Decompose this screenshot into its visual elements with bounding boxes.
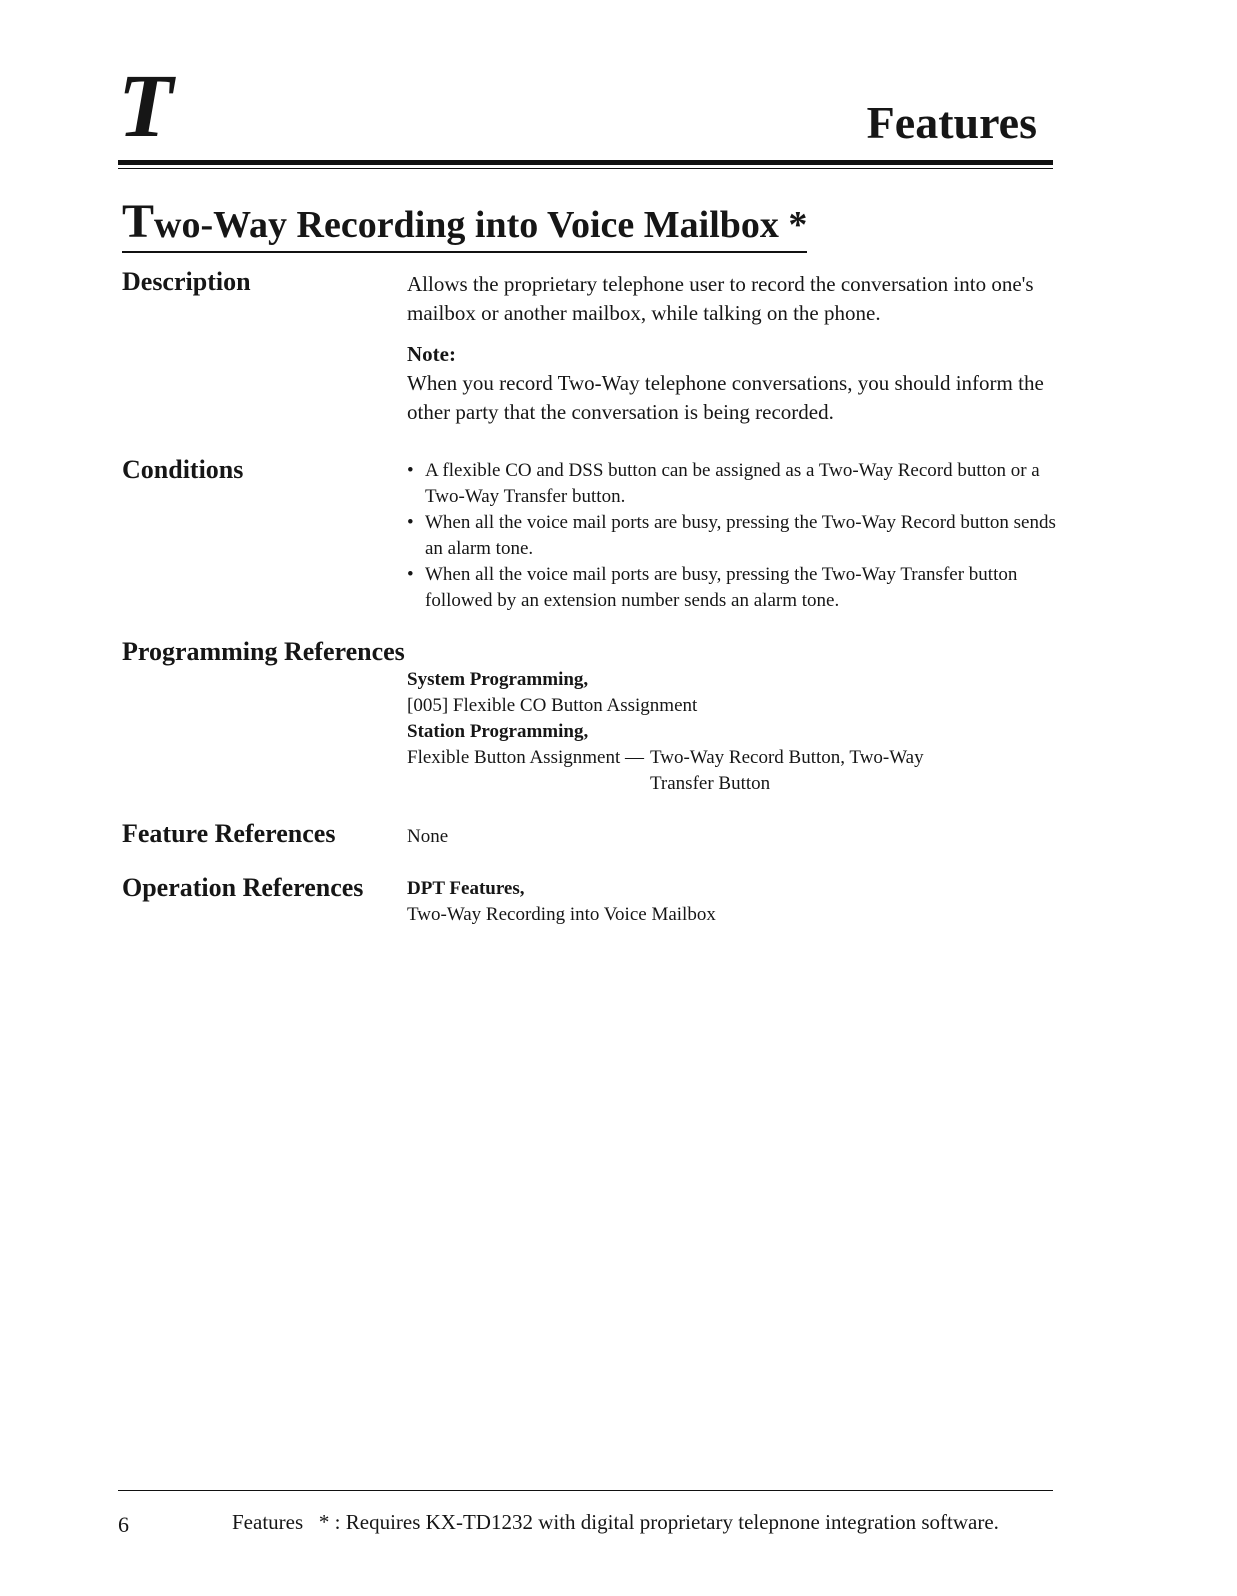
header-rule-thin — [118, 168, 1053, 169]
note-label: Note: — [407, 342, 456, 366]
system-programming-item: [005] Flexible CO Button Assignment — [407, 695, 698, 716]
station-item-name: Flexible Button Assignment — — [407, 747, 644, 768]
footer-note: * : Requires KX-TD1232 with digital proprietary telepnone integration software. — [318, 1510, 999, 1534]
station-item-desc: Two-Way Record Button, Two-Way Transfer Button — [649, 747, 924, 794]
station-programming-label: Station Programming, — [407, 721, 589, 742]
section-title-rest: wo-Way Recording into Voice Mailbox — [154, 204, 779, 246]
list-item: • A flexible CO and DSS button can be assigned as a Two-Way Record button or a Two-Way Transfer button. — [407, 458, 1057, 510]
operation-references-label: DPT Features, — [407, 878, 525, 899]
programming-references-heading: Programming References — [122, 637, 405, 666]
header-rule — [118, 160, 1053, 165]
conditions-heading: Conditions — [122, 455, 244, 484]
operation-references-heading: Operation References — [122, 873, 364, 902]
page-number: 6 — [118, 1512, 129, 1537]
description-block — [407, 270, 1057, 427]
section-title — [122, 196, 807, 253]
description-heading: Description — [122, 267, 251, 296]
asterisk-mark: * — [788, 204, 808, 246]
footer-rule — [118, 1490, 1053, 1491]
header-title: Features — [866, 97, 1037, 148]
system-programming-label: System Programming, — [407, 669, 589, 690]
list-item: • When all the voice mail ports are busy, pressing the Two-Way Transfer button followed by an extension number sends an alarm tone. — [407, 562, 1057, 614]
feature-references-heading: Feature References — [122, 819, 336, 848]
station-programming-item — [407, 745, 1057, 797]
conditions-block — [407, 458, 1057, 614]
footer-text — [232, 1510, 999, 1535]
description-text: Allows the proprietary telephone user to record the conversation into one's mailbox or another mailbox, while talking on the phone. — [407, 272, 1034, 325]
footer-section-name: Features — [232, 1510, 304, 1534]
operation-references-block — [407, 876, 1057, 928]
feature-references-value: None — [407, 826, 449, 847]
operation-references-value: Two-Way Recording into Voice Mailbox — [407, 904, 716, 925]
conditions-list — [407, 458, 1057, 614]
note-text: When you record Two-Way telephone conversations, you should inform the other party that the conversation is being recorded. — [407, 371, 1044, 424]
list-item: • When all the voice mail ports are busy, pressing the Two-Way Record button sends an alarm tone. — [407, 510, 1057, 562]
chapter-letter: T — [118, 57, 173, 156]
programming-references-block — [407, 667, 1057, 797]
section-title-initial: T — [122, 195, 155, 248]
